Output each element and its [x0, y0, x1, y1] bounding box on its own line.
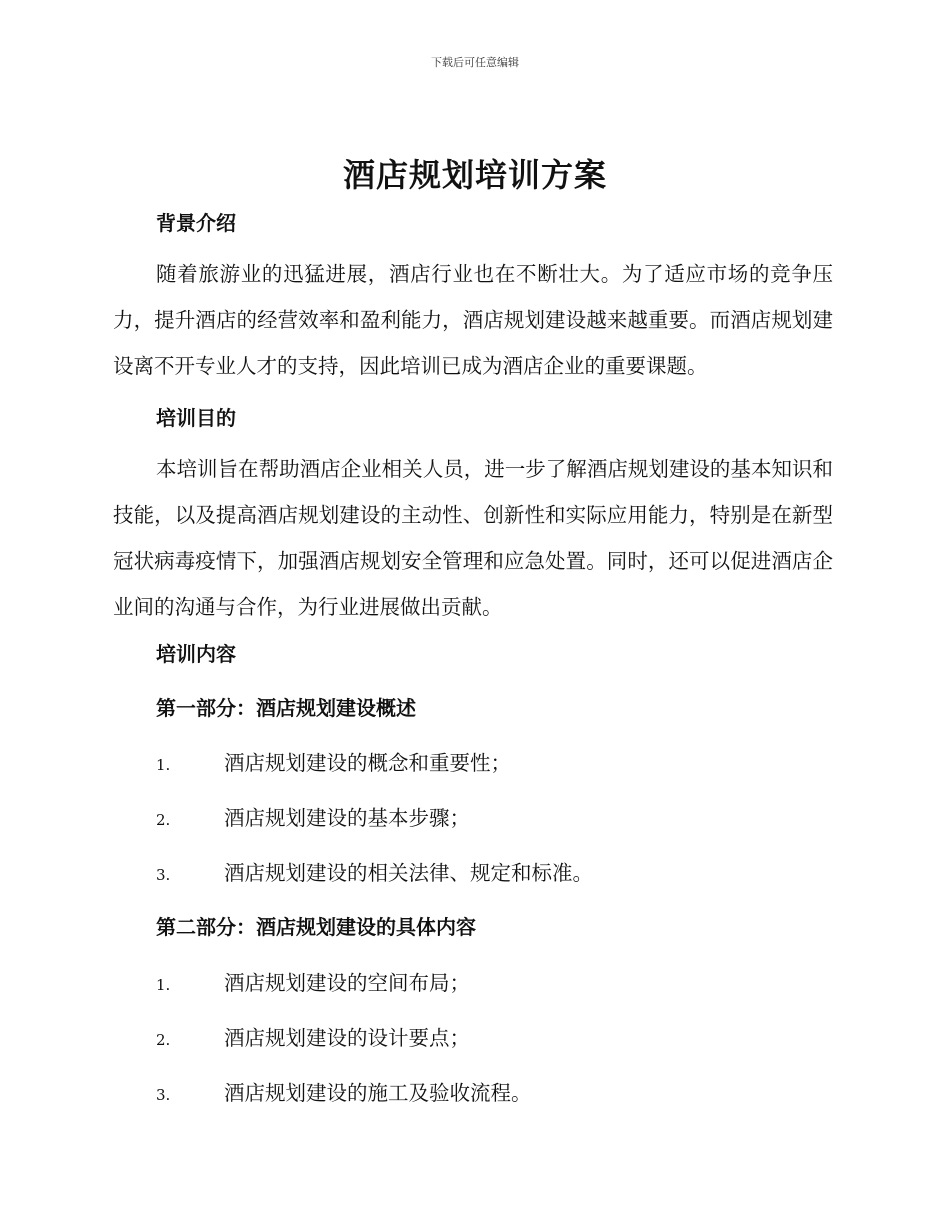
purpose-paragraph: 本培训旨在帮助酒店企业相关人员，进一步了解酒店规划建设的基本知识和技能，以及提高酒店规划建设的主动性、创新性和实际应用能力，特别是在新型冠状病毒疫情下，加强酒店规划安全管理和应急处置。同时，还可以促进酒店企业间的沟通与合作，为行业进展做出贡献。: [113, 457, 833, 619]
list-item-text: 酒店规划建设的施工及验收流程。: [224, 1081, 532, 1105]
list-item-text: 酒店规划建设的设计要点；: [224, 1026, 470, 1050]
list-item-number: 2.: [156, 1031, 171, 1049]
list-item-text: 酒店规划建设的基本步骤；: [224, 806, 470, 830]
list-item: [156, 1076, 532, 1106]
list-item-text: 酒店规划建设的相关法律、规定和标准。: [224, 861, 593, 885]
list-item-text: 酒店规划建设的空间布局；: [224, 971, 470, 995]
document-title: 酒店规划培训方案: [342, 156, 607, 194]
part-one-heading: 第一部分：酒店规划建设概述: [156, 696, 416, 720]
list-item-number: 2.: [156, 811, 171, 829]
list-item: [156, 746, 511, 776]
list-item: [156, 801, 470, 831]
list-item-number: 3.: [156, 1086, 171, 1104]
list-item-number: 3.: [156, 866, 171, 884]
list-item: [156, 856, 593, 886]
list-item: [156, 1021, 470, 1051]
header-note: 下载后可任意编辑: [431, 56, 519, 69]
section-heading-purpose: 培训目的: [156, 406, 236, 430]
background-paragraph: 随着旅游业的迅猛进展，酒店行业也在不断壮大。为了适应市场的竞争压力，提升酒店的经营效率和盈利能力，酒店规划建设越来越重要。而酒店规划建设离不开专业人才的支持，因此培训已成为酒店企业的重要课题。: [113, 262, 833, 378]
section-heading-background: 背景介绍: [156, 211, 236, 235]
list-item-number: 1.: [156, 976, 171, 994]
list-item: [156, 966, 470, 996]
list-item-text: 酒店规划建设的概念和重要性；: [224, 751, 511, 775]
part-two-heading: 第二部分：酒店规划建设的具体内容: [156, 915, 476, 939]
section-heading-content: 培训内容: [156, 642, 236, 666]
list-item-number: 1.: [156, 756, 171, 774]
